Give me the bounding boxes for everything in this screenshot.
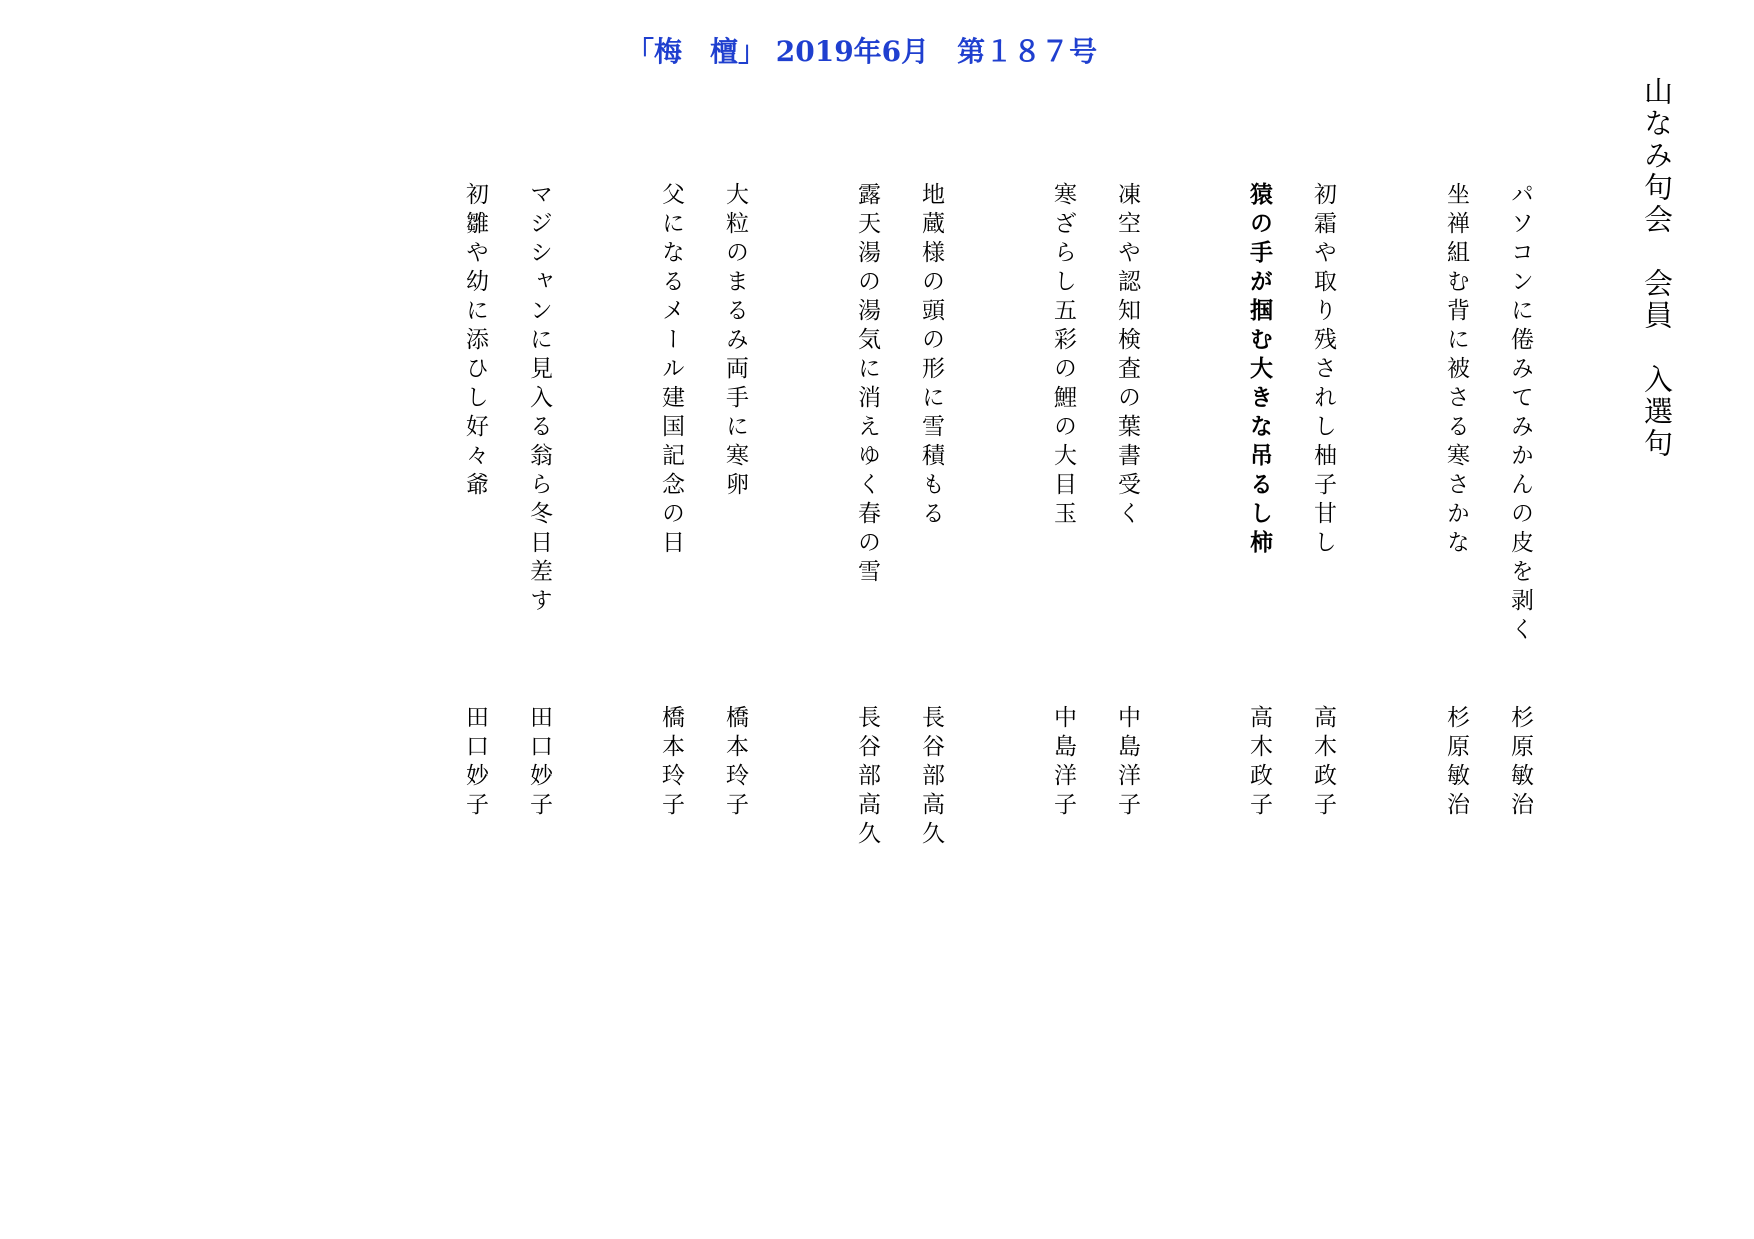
haiku-11: マジシャンに見入る翁ら冬日差す [526, 182, 552, 617]
haiku-7: 地蔵様の頭の形に雪積もる [918, 182, 944, 530]
haiku-1: パソコンに倦みてみかんの皮を剥く [1507, 182, 1533, 646]
haiku-4-author: 高木政子 [1246, 705, 1272, 821]
haiku-10-author: 橋本玲子 [658, 705, 684, 821]
haiku-8-author: 長谷部高久 [854, 705, 880, 850]
haiku-5: 凍空や認知検査の葉書受く [1114, 182, 1140, 530]
haiku-1-author: 杉原敏治 [1507, 705, 1533, 821]
haiku-12: 初雛や幼に添ひし好々爺 [462, 182, 488, 501]
haiku-2-author: 杉原敏治 [1443, 705, 1469, 821]
haiku-9: 大粒のまるみ両手に寒卵 [722, 182, 748, 501]
haiku-5-author: 中島洋子 [1114, 705, 1140, 821]
haiku-11-author: 田口妙子 [526, 705, 552, 821]
haiku-8: 露天湯の湯気に消えゆく春の雪 [854, 182, 880, 588]
haiku-4: 猿の手が掴む大きな吊るし柿 [1246, 182, 1273, 559]
haiku-7-author: 長谷部高久 [918, 705, 944, 850]
haiku-9-author: 橋本玲子 [722, 705, 748, 821]
haiku-10: 父になるメール建国記念の日 [658, 182, 684, 559]
haiku-6-author: 中島洋子 [1050, 705, 1076, 821]
haiku-12-author: 田口妙子 [462, 705, 488, 821]
haiku-6: 寒ざらし五彩の鯉の大目玉 [1050, 182, 1076, 530]
haiku-2: 坐禅組む背に被さる寒さかな [1443, 182, 1469, 559]
section-title: 山なみ句会 会員 入選句 [1640, 76, 1674, 460]
haiku-3-author: 高木政子 [1310, 705, 1336, 821]
haiku-3: 初霜や取り残されし柚子甘し [1310, 182, 1336, 559]
newsletter-header: 「梅 檀」 2019年6月 第１８７号 [626, 35, 1098, 68]
